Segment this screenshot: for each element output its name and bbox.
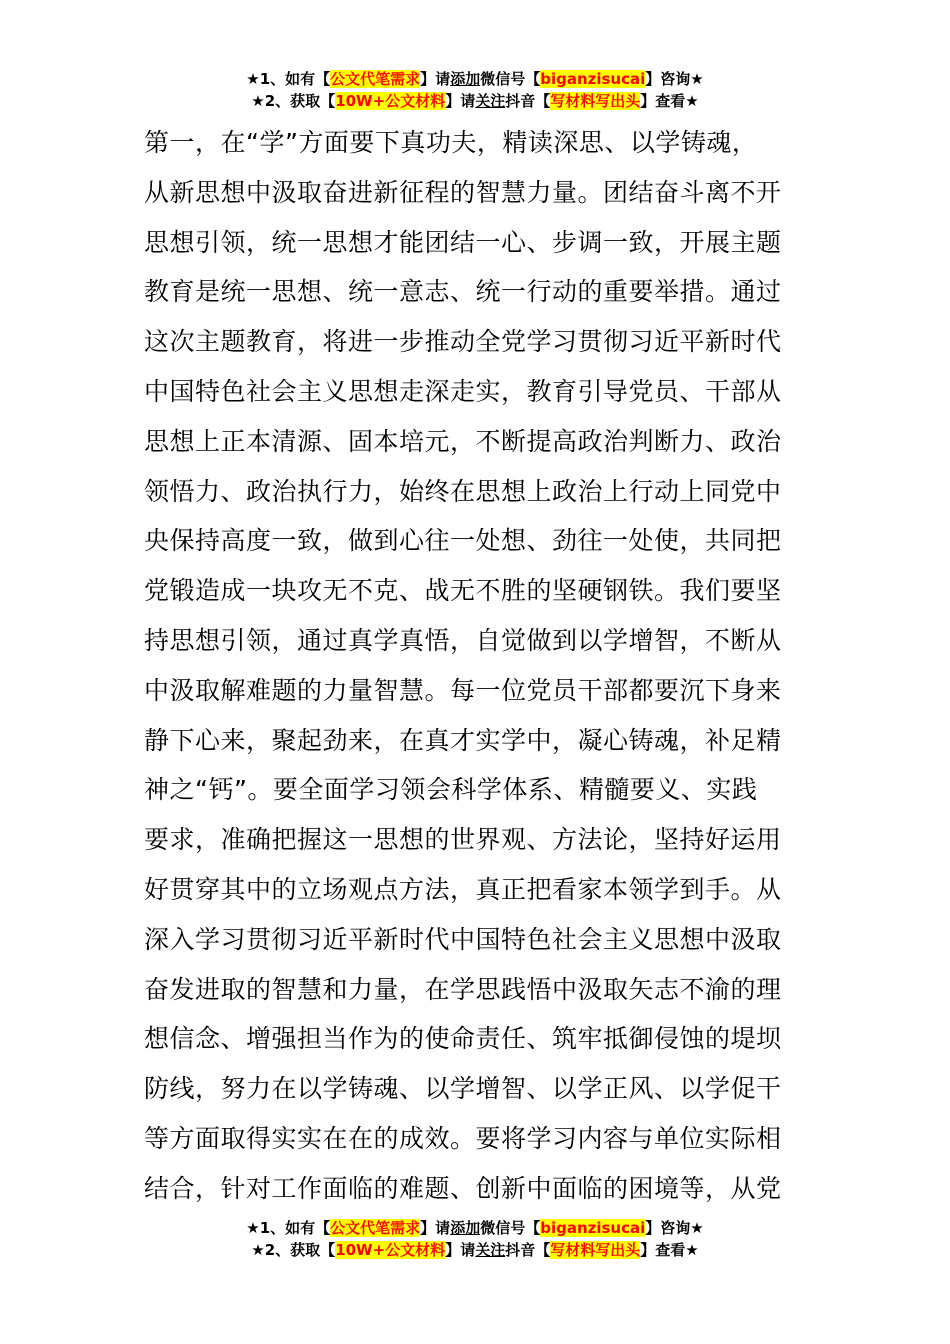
body-line: 神之“钙”。要全面学习领会科学体系、精髓要义、实践 <box>144 775 758 805</box>
header-banner <box>0 68 950 112</box>
document-body <box>144 118 810 1214</box>
body-line: 结合，针对工作面临的难题、创新中面临的困境等，从党 <box>144 1173 782 1203</box>
banner-line-1 <box>0 1217 950 1239</box>
body-line: 党锻造成一块攻无不克、战无不胜的坚硬钢铁。我们要坚 <box>144 576 782 606</box>
banner-line-2 <box>0 90 950 112</box>
banner-text: 抖音【 <box>505 1241 551 1259</box>
highlight-wechat-id: biganzisucai <box>540 1219 646 1237</box>
banner-text: ★2、获取【 <box>251 1241 336 1259</box>
body-line: 想信念、增强担当作为的使命责任、筑牢抵御侵蚀的堤坝 <box>144 1024 782 1054</box>
body-line: 中汲取解难题的力量智慧。每一位党员干部都要沉下身来 <box>144 675 782 705</box>
highlight-materials: 10W+公文材料 <box>335 1241 446 1259</box>
banner-text: ★2、获取【 <box>251 92 336 110</box>
banner-line-2 <box>0 1239 950 1261</box>
banner-text: 】查看★ <box>640 92 699 110</box>
footer-banner <box>0 1217 950 1261</box>
body-line: 思想引领，统一思想才能团结一心、步调一致，开展主题 <box>144 227 782 257</box>
highlight-service: 公文代笔需求 <box>330 70 421 88</box>
banner-text: 】咨询★ <box>645 1219 704 1237</box>
body-line: 领悟力、政治执行力，始终在思想上政治上行动上同党中 <box>144 476 782 506</box>
banner-underlined-text: 关注 <box>475 1241 506 1259</box>
banner-underlined-text: 添加 <box>450 70 481 88</box>
body-line: 防线，努力在以学铸魂、以学增智、以学正风、以学促干 <box>144 1074 782 1104</box>
body-line: 从新思想中汲取奋进新征程的智慧力量。团结奋斗离不开 <box>144 177 782 207</box>
banner-text: 】咨询★ <box>645 70 704 88</box>
body-line: 这次主题教育，将进一步推动全党学习贯彻习近平新时代 <box>144 327 782 357</box>
banner-text: 】请 <box>445 92 476 110</box>
banner-text: 微信号【 <box>480 70 541 88</box>
highlight-douyin-account: 写材料写出头 <box>550 1241 641 1259</box>
banner-text: 】查看★ <box>640 1241 699 1259</box>
body-line: 第一，在“学”方面要下真功夫，精读深思、以学铸魂， <box>144 128 758 157</box>
banner-line-1 <box>0 68 950 90</box>
banner-underlined-text: 关注 <box>475 92 506 110</box>
highlight-wechat-id: biganzisucai <box>540 70 646 88</box>
highlight-materials: 10W+公文材料 <box>335 92 446 110</box>
highlight-service: 公文代笔需求 <box>330 1219 421 1237</box>
banner-text: ★1、如有【 <box>246 1219 331 1237</box>
banner-text: 抖音【 <box>505 92 551 110</box>
body-line: 中国特色社会主义思想走深走实，教育引导党员、干部从 <box>144 376 782 406</box>
body-line: 要求，准确把握这一思想的世界观、方法论，坚持好运用 <box>144 825 782 855</box>
banner-text: 】请 <box>445 1241 476 1259</box>
body-line: 持思想引领，通过真学真悟，自觉做到以学增智，不断从 <box>144 625 782 655</box>
banner-underlined-text: 添加 <box>450 1219 481 1237</box>
body-line: 央保持高度一致，做到心往一处想、劲往一处使，共同把 <box>144 526 782 556</box>
body-line: 深入学习贯彻习近平新时代中国特色社会主义思想中汲取 <box>144 924 782 954</box>
body-line: 等方面取得实实在在的成效。要将学习内容与单位实际相 <box>144 1123 782 1153</box>
banner-text: 】请 <box>420 70 451 88</box>
body-line: 好贯穿其中的立场观点方法，真正把看家本领学到手。从 <box>144 874 782 904</box>
banner-text: ★1、如有【 <box>246 70 331 88</box>
banner-text: 】请 <box>420 1219 451 1237</box>
banner-text: 微信号【 <box>480 1219 541 1237</box>
highlight-douyin-account: 写材料写出头 <box>550 92 641 110</box>
body-line: 静下心来，聚起劲来，在真才实学中，凝心铸魂，补足精 <box>144 725 782 755</box>
body-line: 奋发进取的智慧和力量，在学思践悟中汲取矢志不渝的理 <box>144 974 782 1004</box>
body-line: 思想上正本清源、固本培元，不断提高政治判断力、政治 <box>144 426 782 456</box>
body-line: 教育是统一思想、统一意志、统一行动的重要举措。通过 <box>144 277 782 307</box>
